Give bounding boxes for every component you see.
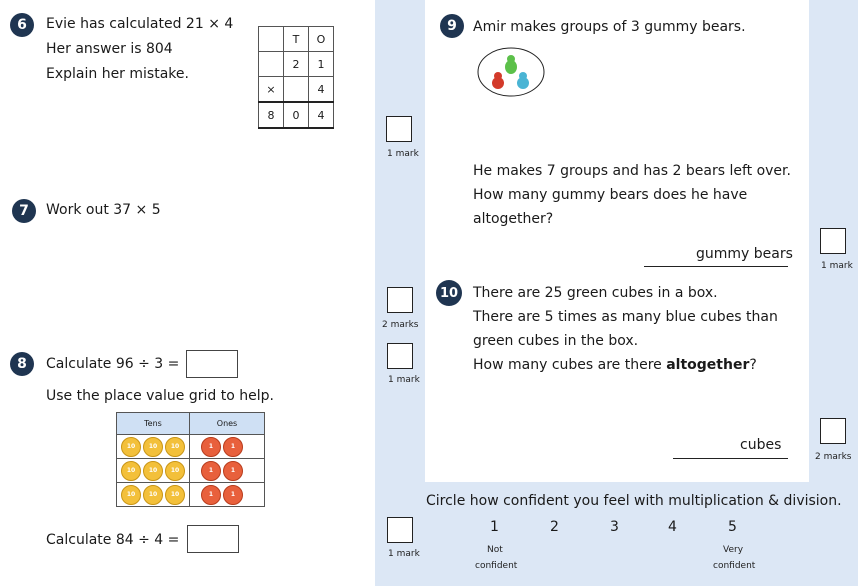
- q10-answer-unit: cubes: [740, 437, 782, 453]
- tens-counter-icon: 10: [165, 485, 185, 505]
- pv-ones-cell: [190, 435, 265, 459]
- tens-counter-icon: 10: [165, 461, 185, 481]
- grid-cell: [259, 52, 284, 77]
- confidence-option-2[interactable]: 2: [550, 519, 559, 535]
- q8-mark-label-2: 1 mark: [388, 549, 420, 559]
- grid-cell: 1: [309, 52, 334, 77]
- grid-cell: [259, 27, 284, 52]
- grid-cell: [284, 77, 309, 103]
- q9-line-2: He makes 7 groups and has 2 bears left over.: [473, 163, 791, 179]
- q9-line-1: Amir makes groups of 3 gummy bears.: [473, 19, 746, 35]
- q10-line-4: [473, 357, 757, 373]
- question-8-badge: 8: [10, 352, 34, 376]
- q9-mark-label: 1 mark: [821, 261, 853, 271]
- grid-cell: O: [309, 27, 334, 52]
- grid-cell: 4: [309, 77, 334, 103]
- not-confident-label-2: confident: [475, 561, 518, 571]
- gummy-bears-image: [476, 46, 546, 98]
- tens-counter-icon: 10: [165, 437, 185, 457]
- q8-calc-2: Calculate 84 ÷ 4 =: [46, 532, 180, 548]
- q8-answer-box-2[interactable]: [187, 525, 239, 553]
- q8-mark-label-1: 1 mark: [388, 375, 420, 385]
- grid-cell: 0: [284, 102, 309, 128]
- question-7-badge: 7: [12, 199, 36, 223]
- q7-mark-label: 2 marks: [382, 320, 419, 330]
- q8-mark-box-1[interactable]: [387, 343, 413, 369]
- grid-cell: ×: [259, 77, 284, 103]
- q10-line-2: There are 5 times as many blue cubes than: [473, 309, 778, 325]
- q8-hint: Use the place value grid to help.: [46, 388, 274, 404]
- pv-tens-cell: [117, 459, 190, 483]
- q10-line-4-pre: How many cubes are there: [473, 357, 667, 373]
- q6-line-1: Evie has calculated 21 × 4: [46, 16, 234, 32]
- question-6-badge: 6: [10, 13, 34, 37]
- pv-header-ones: Ones: [190, 413, 265, 435]
- very-confident-label-2: confident: [713, 561, 756, 571]
- confidence-option-3[interactable]: 3: [610, 519, 619, 535]
- q10-mark-box[interactable]: [820, 418, 846, 444]
- ones-counter-icon: 1: [201, 461, 221, 481]
- grid-cell: 4: [309, 102, 334, 128]
- ones-counter-icon: 1: [223, 461, 243, 481]
- q6-mark-label: 1 mark: [387, 149, 419, 159]
- tens-counter-icon: 10: [121, 461, 141, 481]
- q9-line-4: altogether?: [473, 211, 554, 227]
- q6-line-2: Her answer is 804: [46, 41, 173, 57]
- q10-mark-label: 2 marks: [815, 452, 852, 462]
- q9-line-3: How many gummy bears does he have: [473, 187, 748, 203]
- not-confident-label-1: Not: [487, 545, 503, 555]
- grid-cell: 8: [259, 102, 284, 128]
- confidence-option-4[interactable]: 4: [668, 519, 677, 535]
- tens-counter-icon: 10: [121, 437, 141, 457]
- pv-tens-cell: [117, 435, 190, 459]
- confidence-option-5[interactable]: 5: [728, 519, 737, 535]
- q6-line-3: Explain her mistake.: [46, 66, 189, 82]
- tens-counter-icon: 10: [143, 485, 163, 505]
- grid-cell: T: [284, 27, 309, 52]
- q8-mark-box-2[interactable]: [387, 517, 413, 543]
- q9-answer-unit: gummy bears: [696, 246, 793, 262]
- q6-mark-box[interactable]: [386, 116, 412, 142]
- q10-answer-line[interactable]: [673, 458, 788, 459]
- q10-line-1: There are 25 green cubes in a box.: [473, 285, 718, 301]
- ones-counter-icon: 1: [223, 437, 243, 457]
- ones-counter-icon: 1: [201, 437, 221, 457]
- pv-header-tens: Tens: [117, 413, 190, 435]
- q10-line-4-post: ?: [749, 357, 757, 373]
- confidence-option-1[interactable]: 1: [490, 519, 499, 535]
- q9-mark-box[interactable]: [820, 228, 846, 254]
- pv-ones-cell: [190, 459, 265, 483]
- tens-counter-icon: 10: [121, 485, 141, 505]
- q10-line-4-bold: altogether: [666, 357, 750, 373]
- q9-answer-line[interactable]: [644, 266, 788, 267]
- pv-ones-cell: [190, 483, 265, 507]
- very-confident-label-1: Very: [723, 545, 744, 555]
- q7-mark-box[interactable]: [387, 287, 413, 313]
- q8-answer-box-1[interactable]: [186, 350, 238, 378]
- q7-text: Work out 37 × 5: [46, 202, 161, 218]
- confidence-prompt: Circle how confident you feel with multiplication & division.: [426, 493, 842, 509]
- ones-counter-icon: 1: [223, 485, 243, 505]
- q10-line-3: green cubes in the box.: [473, 333, 639, 349]
- question-9-badge: 9: [440, 14, 464, 38]
- q6-column-method-grid: [258, 26, 334, 129]
- q8-calc-1: Calculate 96 ÷ 3 =: [46, 356, 180, 372]
- tens-counter-icon: 10: [143, 437, 163, 457]
- question-10-badge: 10: [436, 280, 462, 306]
- tens-counter-icon: 10: [143, 461, 163, 481]
- grid-cell: 2: [284, 52, 309, 77]
- ones-counter-icon: 1: [201, 485, 221, 505]
- pv-tens-cell: [117, 483, 190, 507]
- place-value-grid: [116, 412, 265, 507]
